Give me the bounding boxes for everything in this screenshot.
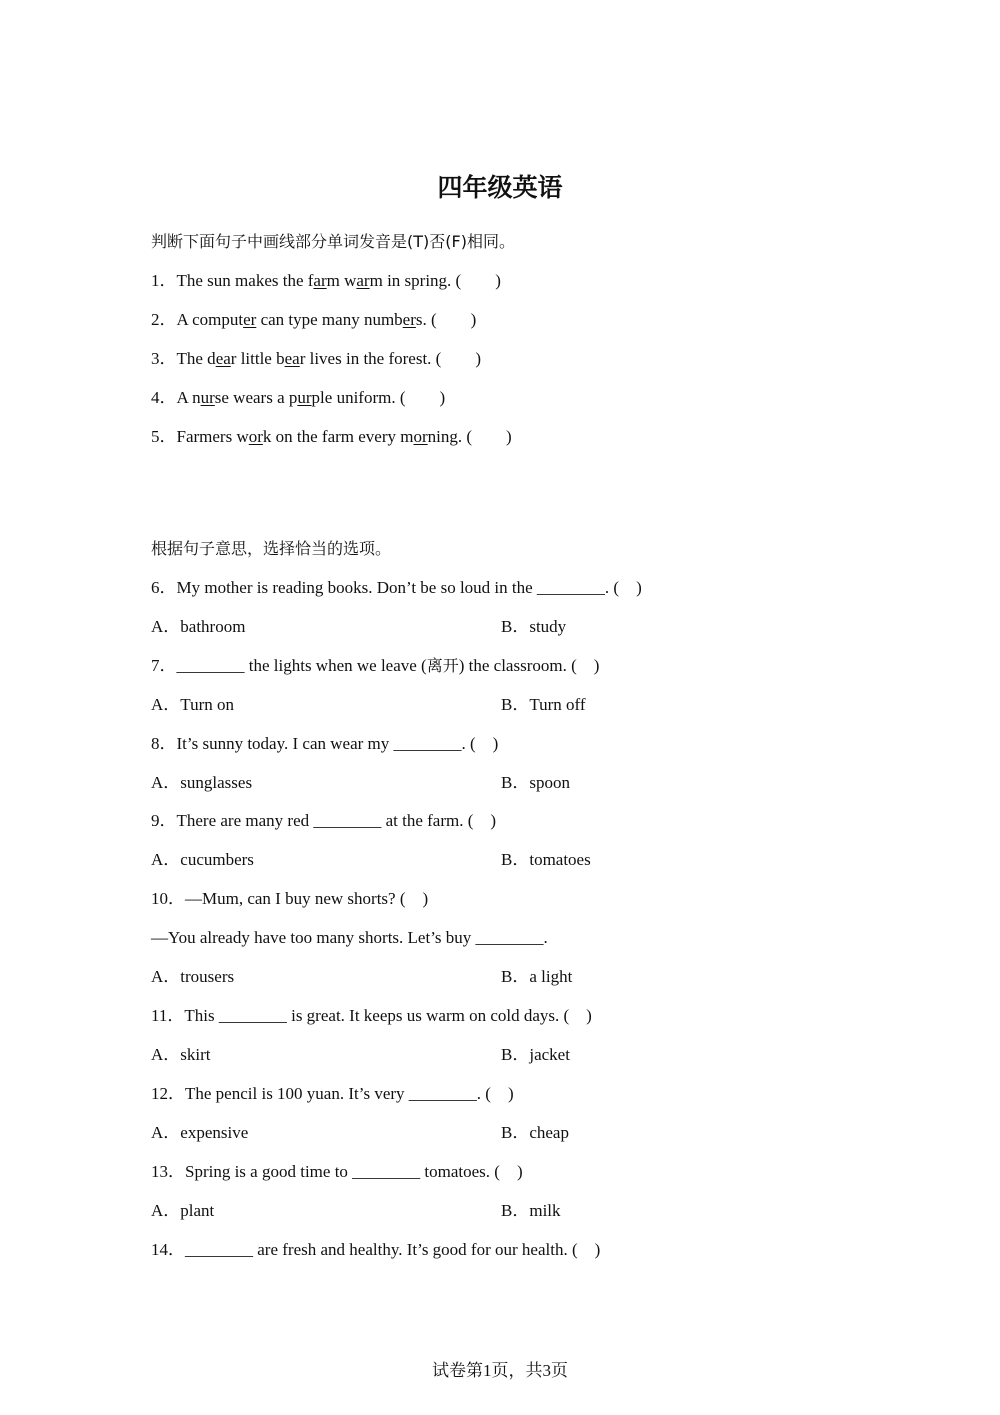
- question-13-option-b: B．milk: [501, 1201, 561, 1220]
- question-7-option-a: A．Turn on: [151, 695, 234, 714]
- question-11: 11．This ________ is great. It keeps us warm on cold days. ( ): [151, 1006, 592, 1025]
- section2-instruction: 根据句子意思，选择恰当的选项。: [151, 539, 392, 558]
- question-1: 1．The sun makes the farm warm in spring. ( ): [151, 271, 501, 290]
- question-6-option-b: B．study: [501, 617, 567, 636]
- question-9-option-a: A．cucumbers: [151, 850, 254, 869]
- question-11-option-a: A．skirt: [151, 1045, 211, 1064]
- question-10-option-b: B．a light: [501, 967, 573, 986]
- section1-instruction: 判断下面句子中画线部分单词发音是(T)否(F)相同。: [151, 232, 515, 251]
- question-7-option-b: B．Turn off: [501, 695, 586, 714]
- question-9: 9．There are many red ________ at the farm. ( ): [151, 811, 497, 830]
- question-11-option-b: B．jacket: [501, 1045, 570, 1064]
- question-13-option-a: A．plant: [151, 1201, 215, 1220]
- question-2: 2．A computer can type many numbers. ( ): [151, 310, 477, 329]
- question-4: 4．A nurse wears a purple uniform. ( ): [151, 388, 446, 407]
- page-title: 四年级英语: [437, 173, 563, 202]
- question-5: 5．Farmers work on the farm every morning. ( ): [151, 427, 512, 446]
- question-7: 7．________ the lights when we leave (离开) the classroom. ( ): [151, 656, 600, 675]
- question-12-option-b: B．cheap: [501, 1123, 569, 1142]
- question-12-option-a: A．expensive: [151, 1123, 249, 1142]
- question-6-option-a: A．bathroom: [151, 617, 246, 636]
- page-footer: 试卷第1页，共3页: [432, 1361, 568, 1380]
- question-8-option-a: A．sunglasses: [151, 773, 253, 792]
- question-10-option-a: A．trousers: [151, 967, 235, 986]
- question-10: 10．—Mum, can I buy new shorts? ( ): [151, 889, 429, 908]
- question-14: 14．________ are fresh and healthy. It’s good for our health. ( ): [151, 1240, 601, 1259]
- question-9-option-b: B．tomatoes: [501, 850, 591, 869]
- question-12: 12．The pencil is 100 yuan. It’s very ________. ( ): [151, 1084, 514, 1103]
- question-13: 13．Spring is a good time to ________ tomatoes. ( ): [151, 1162, 523, 1181]
- question-10-line-2: —You already have too many shorts. Let’s buy ________.: [151, 928, 548, 947]
- question-3: 3．The dear little bear lives in the forest. ( ): [151, 349, 481, 368]
- question-8-option-b: B．spoon: [501, 773, 570, 792]
- question-8: 8．It’s sunny today. I can wear my ________. ( ): [151, 734, 499, 753]
- question-6: 6．My mother is reading books. Don’t be so loud in the ________. ( ): [151, 578, 642, 597]
